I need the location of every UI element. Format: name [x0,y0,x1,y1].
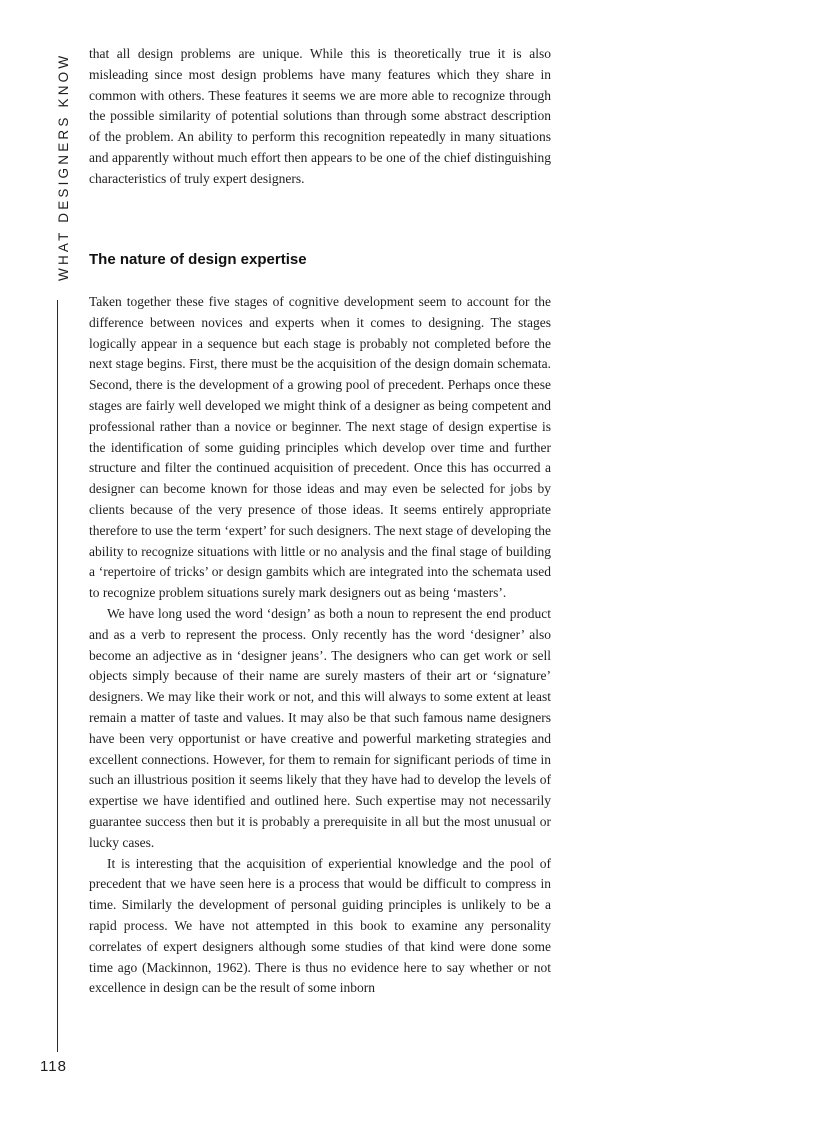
margin-rule [57,300,58,1052]
section-heading: The nature of design expertise [89,251,307,268]
opening-text-block [89,44,551,190]
page-number: 118 [40,1058,67,1075]
body-paragraph: Taken together these five stages of cognitive development seem to account for the difference between novices and experts when it comes to designing. The stages logically appear in a sequence but each stage is probably not completed before the next stage begins. First, there must be the acquisition of the design domain schemata. Second, there is the development of a growing pool of precedent. Perhaps once these stages are fairly well developed we might think of a designer as being competent and professional rather than a novice or beginner. The next stage of design expertise is the identification of some guiding principles which develop over time and further structure and filter the continued acquisition of precedent. Once this has occurred a designer can become known for those ideas and may even be selected for jobs by clients because of the very presence of those ideas. It seems entirely appropriate therefore to use the term ‘expert’ for such designers. The next stage of developing the ability to recognize situations with little or no analysis and the final stage of building a ‘repertoire of tricks’ or design gambits which are integrated into the schemata used to recognize problem situations surely mark designers out as being ‘masters’. [89,294,551,601]
running-head: WHAT DESIGNERS KNOW [56,52,71,281]
opening-paragraph: that all design problems are unique. While this is theoretically true it is also misleading since most design problems have many features which they share in common with others. These features it seems we are more able to recognize through the possible similarity of potential solutions than through some abstract description of the problem. An ability to perform this recognition repeatedly in many situations and apparently without much effort then appears to be one of the chief distinguishing characteristics of truly expert designers. [89,46,551,186]
body-paragraph: It is interesting that the acquisition of experiential knowledge and the pool of precedent that we have seen here is a process that would be difficult to compress in time. Similarly the development of personal guiding principles is unlikely to be a rapid process. We have not attempted in this book to examine any personality correlates of expert designers although some studies of that kind were done some time ago (Mackinnon, 1962). There is thus no evidence here to say whether or not excellence in design can be the result of some inborn [89,855,551,996]
body-text-block [89,292,551,999]
body-paragraph: We have long used the word ‘design’ as both a noun to represent the end product and as a verb to represent the process. Only recently has the word ‘designer’ also become an adjective as in ‘designer jeans’. The designers who can get work or sell objects simply because of their name are surely masters of their art or ‘signature’ designers. We may like their work or not, and this will always to some extent at least remain a matter of taste and values. It may also be that such famous name designers have been very opportunist or have creative and powerful marketing strategies and excellent connections. However, for them to remain for significant periods of time in such an illustrious position it seems likely that they have had to develop the levels of expertise we have identified and outlined here. Such expertise may not necessarily guarantee success then but it is probably a prerequisite in all but the most unusual or lucky cases. [89,605,551,850]
